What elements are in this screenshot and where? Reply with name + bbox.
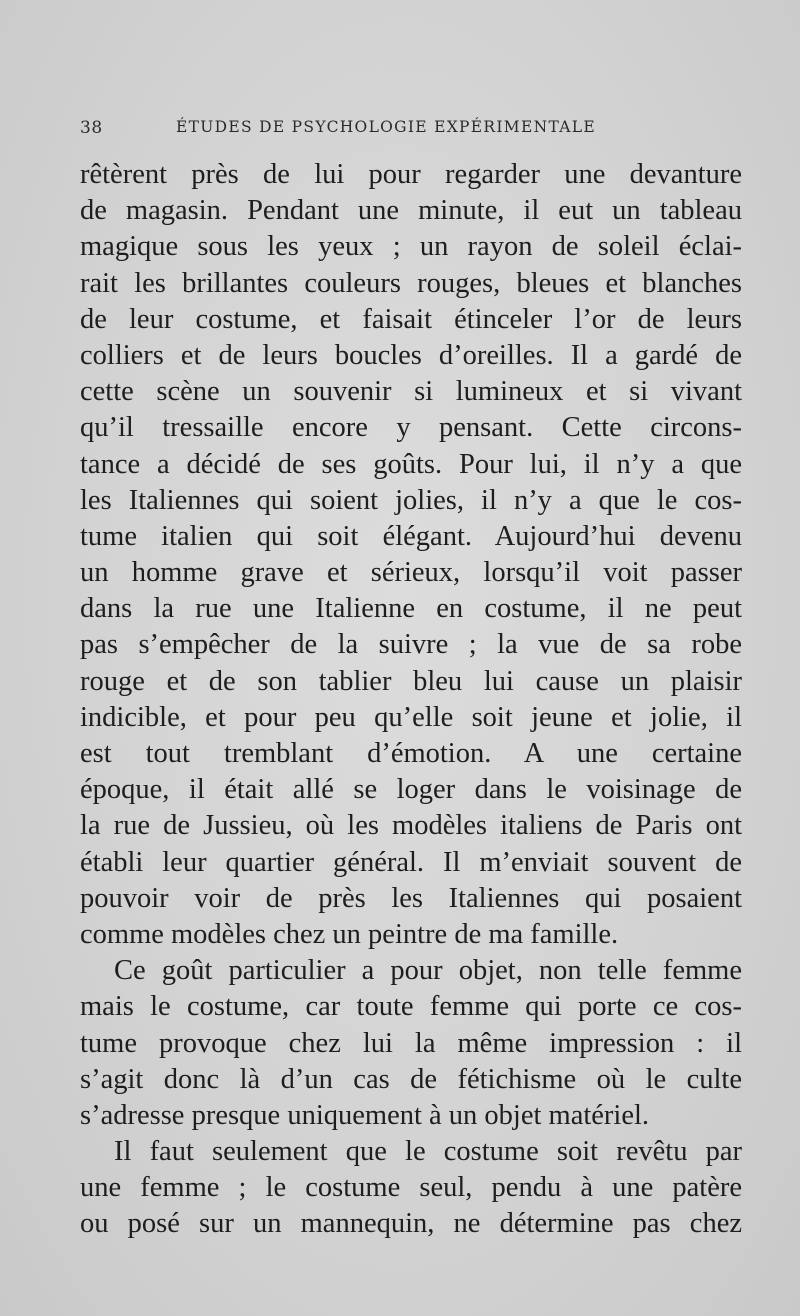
text-line: de leur costume, et faisait étinceler l’or de leurs [80,303,742,335]
page-number: 38 [80,118,103,138]
running-header [80,118,742,144]
text-line: tume provoque chez lui la même impression : il [80,1027,742,1059]
text-line: comme modèles chez un peintre de ma famille. [80,918,619,950]
text-line: s’adresse presque uniquement à un objet matériel. [80,1099,650,1131]
text-line: dans la rue une Italienne en costume, il ne peut [80,593,742,625]
text-line: une femme ; le costume seul, pendu à une patère [80,1172,742,1204]
text-line: de magasin. Pendant une minute, il eut un tableau [80,195,742,227]
text-line: rait les brillantes couleurs rouges, bleues et blanches [80,267,742,299]
text-line: qu’il tressaille encore y pensant. Cette circons- [80,412,742,444]
text-line: cette scène un souvenir si lumineux et si vivant [80,376,742,408]
text-line: époque, il était allé se loger dans le voisinage de [80,774,742,806]
text-line: tume italien qui soit élégant. Aujourd’hui devenu [80,520,742,552]
text-line: Ce goût particulier a pour objet, non telle femme [114,955,742,987]
paragraph [80,1134,742,1243]
text-line: un homme grave et sérieux, lorsqu’il voit passer [80,557,742,589]
running-title: ÉTUDES DE PSYCHOLOGIE EXPÉRIMENTALE [176,118,596,136]
text-line: la rue de Jussieu, où les modèles italiens de Paris ont [80,810,742,842]
text-line: rêtèrent près de lui pour regarder une devanture [80,159,742,190]
text-line: mais le costume, car toute femme qui porte ce cos- [80,991,742,1023]
text-line: pouvoir voir de près les Italiennes qui posaient [80,882,742,914]
body-text [80,157,742,1243]
paragraph [80,157,742,953]
text-line: s’agit donc là d’un cas de fétichisme où le culte [80,1063,742,1095]
text-line: indicible, et pour peu qu’elle soit jeune et jolie, il [80,701,742,733]
text-line: tance a décidé de ses goûts. Pour lui, il n’y a que [80,448,742,480]
text-line: colliers et de leurs boucles d’oreilles. Il a gardé de [80,339,742,371]
text-line: ou posé sur un mannequin, ne détermine pas chez [80,1208,742,1240]
text-line: Il faut seulement que le costume soit revêtu par [114,1136,742,1168]
text-line: magique sous les yeux ; un rayon de soleil éclai- [80,231,742,263]
text-line: les Italiennes qui soient jolies, il n’y a que le cos- [80,484,742,516]
text-line: pas s’empêcher de la suivre ; la vue de sa robe [80,629,742,661]
text-line: établi leur quartier général. Il m’enviait souvent de [80,846,742,878]
paragraph [80,953,742,1134]
text-line: est tout tremblant d’émotion. A une certaine [80,738,742,769]
text-line: rouge et de son tablier bleu lui cause un plaisir [80,665,742,697]
